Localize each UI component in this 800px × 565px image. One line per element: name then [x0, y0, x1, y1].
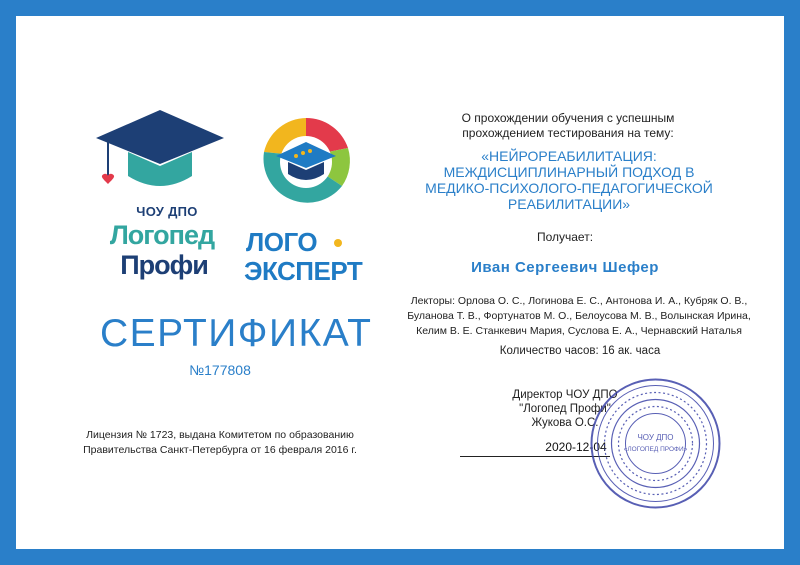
logo-word-expert: ЭКСПЕРТ	[244, 256, 363, 286]
stamp-center-line2: «ЛОГОПЕД ПРОФИ»	[623, 446, 688, 453]
signature-date: 2020-12-04	[545, 440, 607, 454]
lecturers-line: Лекторы: Орлова О. С., Логинова Е. С., Антонова И. А., Кубряк О. В.,	[410, 295, 748, 307]
logo-line-chou-dpo: ЧОУ ДПО	[136, 204, 198, 219]
recipient-name: Иван Сергеевич Шефер	[471, 259, 659, 276]
intro-line: О прохождении обучения с успешным	[461, 111, 675, 125]
logo-dot	[334, 239, 342, 247]
license-info	[55, 428, 385, 458]
receives-label: Получает:	[536, 230, 594, 244]
stamp-center-line1: ЧОУ ДПО	[637, 433, 674, 442]
hours-count: Количество часов: 16 ак. часа	[499, 345, 661, 357]
license-line: Правительства Санкт-Петербурга от 16 февраля 2016 г.	[83, 444, 357, 456]
circular-cap-icon	[256, 112, 356, 212]
topic-line: МЕЖДИСЦИПЛИНАРНЫЙ ПОДХОД В	[443, 164, 695, 180]
certificate-number: №177808	[189, 362, 251, 378]
intro-text	[438, 111, 698, 141]
intro-line: прохождением тестирования на тему:	[462, 126, 674, 140]
license-line: Лицензия № 1723, выдана Комитетом по образованию	[86, 429, 354, 441]
logo-word-logo: ЛОГО	[246, 227, 318, 257]
lecturers-list	[398, 294, 760, 339]
official-stamp	[588, 376, 723, 511]
logo-line-profi: Профи	[120, 250, 208, 280]
logo-expert-logo	[242, 112, 372, 286]
topic-line: «НЕЙРОРЕАБИЛИТАЦИЯ:	[481, 148, 657, 164]
lecturers-line: Келим В. Е. Станкевич Мария, Суслова Е. А., Чернавский Наталья	[416, 325, 742, 337]
lecturers-line: Буланова Т. В., Фортунатов М. О., Белоусова М. В., Волынская Ирина,	[407, 310, 751, 322]
graduation-cap-heart-icon	[90, 104, 230, 204]
certificate-title: СЕРТИФИКАТ	[100, 312, 373, 355]
logoped-profi-logo	[90, 104, 230, 284]
director-org: "Логопед Профи"	[519, 403, 611, 415]
director-name: Жукова О.С.	[531, 417, 599, 429]
course-topic	[410, 148, 728, 212]
director-title: Директор ЧОУ ДПО	[512, 389, 618, 401]
topic-line: МЕДИКО-ПСИХОЛОГО-ПЕДАГОГИЧЕСКОЙ	[425, 180, 713, 196]
logo-line-logoped: Логопед	[109, 220, 215, 250]
topic-line: РЕАБИЛИТАЦИИ»	[507, 196, 631, 212]
